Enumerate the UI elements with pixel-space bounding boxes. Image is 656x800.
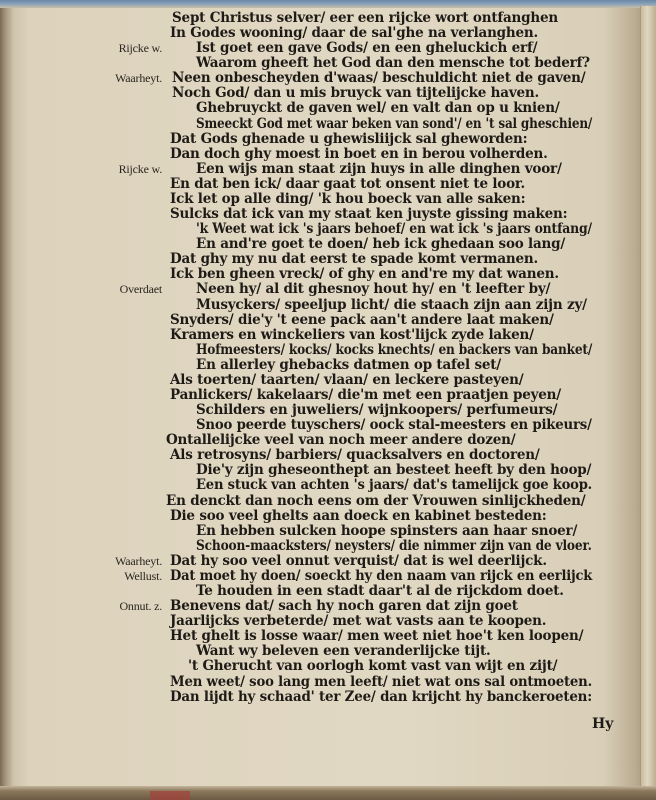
verse-text: Het ghelt is losse waar/ men weet niet hoe't ken loopen/ xyxy=(170,628,584,645)
verse-text: Smeeckt God met waar beken van sond'/ en 't sal gheschien/ xyxy=(196,115,593,132)
verse-text: En and're goet te doen/ heb ick ghedaan soo lang/ xyxy=(196,236,566,253)
verse-text: In Godes wooning/ daar de sal'ghe na verlanghen. xyxy=(170,25,539,42)
facing-page-edge xyxy=(640,6,656,788)
verse-text: Schilders en juweliers/ wijnkoopers/ perfumeurs/ xyxy=(196,402,558,419)
verse-text: Dan doch ghy moest in boet en in berou volherden. xyxy=(170,145,548,162)
verse-text: En dat ben ick/ daar gaat tot onsent niet te loor. xyxy=(170,175,526,192)
verse-line xyxy=(0,688,640,707)
verse-text: Neen hy/ al dit ghesnoy hout hy/ en 't leefter by/ xyxy=(196,281,551,298)
verse-text: Als toerten/ taarten/ vlaan/ en leckere pasteyen/ xyxy=(170,371,524,388)
verse-text: Schoon-maacksters/ neysters/ die nimmer zijn van de vloer. xyxy=(196,537,592,554)
speaker-label: Waarheyt. xyxy=(115,553,162,568)
verse-text: Een stuck van achten 's jaars/ dat's tamelijck goe koop. xyxy=(196,477,593,494)
verse-text: Dan lijdt hy schaad' ter Zee/ dan krijcht hy banckeroeten: xyxy=(170,688,592,705)
verse-text: Panlickers/ kakelaars/ die'm met een praatjen peyen/ xyxy=(170,387,561,403)
verse-text: Neen onbescheyden d'waas/ beschuldicht niet de gaven/ xyxy=(172,70,586,87)
verse-text: Benevens dat/ sach hy noch garen dat zijn goet xyxy=(170,598,518,615)
verse-text: Hofmeesters/ kocks/ kocks knechts/ en backers van banket/ xyxy=(196,341,593,358)
verse-text: Die'y zijn gheseonthept an besteet heeft by den hoop/ xyxy=(196,462,592,479)
verse-text: Die soo veel ghelts aan doeck en kabinet besteden: xyxy=(170,507,547,524)
speaker-label: Rijcke w. xyxy=(118,41,162,56)
scan-bottom-edge xyxy=(0,786,656,800)
speaker-label: Waarheyt. xyxy=(115,71,162,86)
verse-text: Te houden in een stadt daar't al de rijckdom doet. xyxy=(196,583,564,600)
verse-text: En denckt dan noch eens om der Vrouwen sinlijckheden/ xyxy=(166,492,586,509)
catchword: Hy xyxy=(592,716,614,732)
verse-text: Snyders/ die'y 't eene pack aan't andere laat maken/ xyxy=(170,311,554,328)
speaker-label: Overdaet xyxy=(119,282,162,297)
verse-text: Ghebruyckt de gaven wel/ en valt dan op u knien/ xyxy=(196,100,560,117)
verse-text: Ick let op alle ding/ 'k hou boeck van alle saken: xyxy=(170,190,526,207)
verse-text: Dat hy soo veel onnut verquist/ dat is wel deerlijck. xyxy=(170,552,547,569)
verse-text: Snoo peerde tuyschers/ oock stal-meesters en pikeurs/ xyxy=(196,417,592,434)
verse-text: Als retrosyns/ barbiers/ quacksalvers en doctoren/ xyxy=(170,447,540,464)
verse-text: Musyckers/ speeljup licht/ die staach zijn aan zijn zy/ xyxy=(196,296,587,313)
verse-text: Waarom gheeft het God dan den mensche tot bederf? xyxy=(196,55,590,72)
speaker-label: Wellust. xyxy=(124,568,162,583)
verse-text: Men weet/ soo lang men leeft/ niet wat ons sal ontmoeten. xyxy=(170,673,592,690)
verse-text: Dat moet hy doen/ soeckt hy den naam van rijck en eerlijck xyxy=(170,567,593,584)
verse-text: Ontallelijcke veel van noch meer andere dozen/ xyxy=(166,432,516,449)
verse-text: Kramers en winckeliers van kost'lijck zyde laken/ xyxy=(170,326,534,343)
verse-text: Noch God/ dan u mis bruyck van tijtelijcke haven. xyxy=(172,85,539,102)
verse-text: En hebben sulcken hoope spinsters aan haar snoer/ xyxy=(196,522,578,539)
scan-color-marker xyxy=(150,791,190,800)
verse-text: 't Gherucht van oorlogh komt vast van wijt en zijt/ xyxy=(188,658,558,675)
verse-text: 'k Weet wat ick 's jaars behoef/ en wat ick 's jaars ontfang/ xyxy=(196,221,592,238)
verse-text: Sulcks dat ick van my staat ken juyste gissing maken: xyxy=(170,206,568,223)
verse-text: Dat Gods ghenade u ghewisliijck sal gheworden: xyxy=(170,130,528,147)
verse-text: Dat ghy my nu dat eerst te spade komt vermanen. xyxy=(170,251,539,268)
verse-text: Sept Christus selver/ eer een rijcke wort ontfanghen xyxy=(172,10,558,26)
verse-text: Want wy beleven een veranderlijcke tijt. xyxy=(196,643,491,660)
speaker-label: Rijcke w. xyxy=(118,161,162,176)
verse-text: Ist goet een gave Gods/ en een gheluckich erf/ xyxy=(196,40,538,57)
verse-text: Een wijs man staat zijn huys in alle dinghen voor/ xyxy=(196,160,562,177)
verse-text: Jaarlijcks verbeterde/ met wat vasts aan te koopen. xyxy=(170,613,547,630)
verse-text: Ick ben gheen vreck/ of ghy en and're my dat wanen. xyxy=(170,266,559,283)
verse-text: En allerley ghebacks datmen op tafel set/ xyxy=(196,356,501,373)
speaker-label: Onnut. z. xyxy=(119,599,162,614)
